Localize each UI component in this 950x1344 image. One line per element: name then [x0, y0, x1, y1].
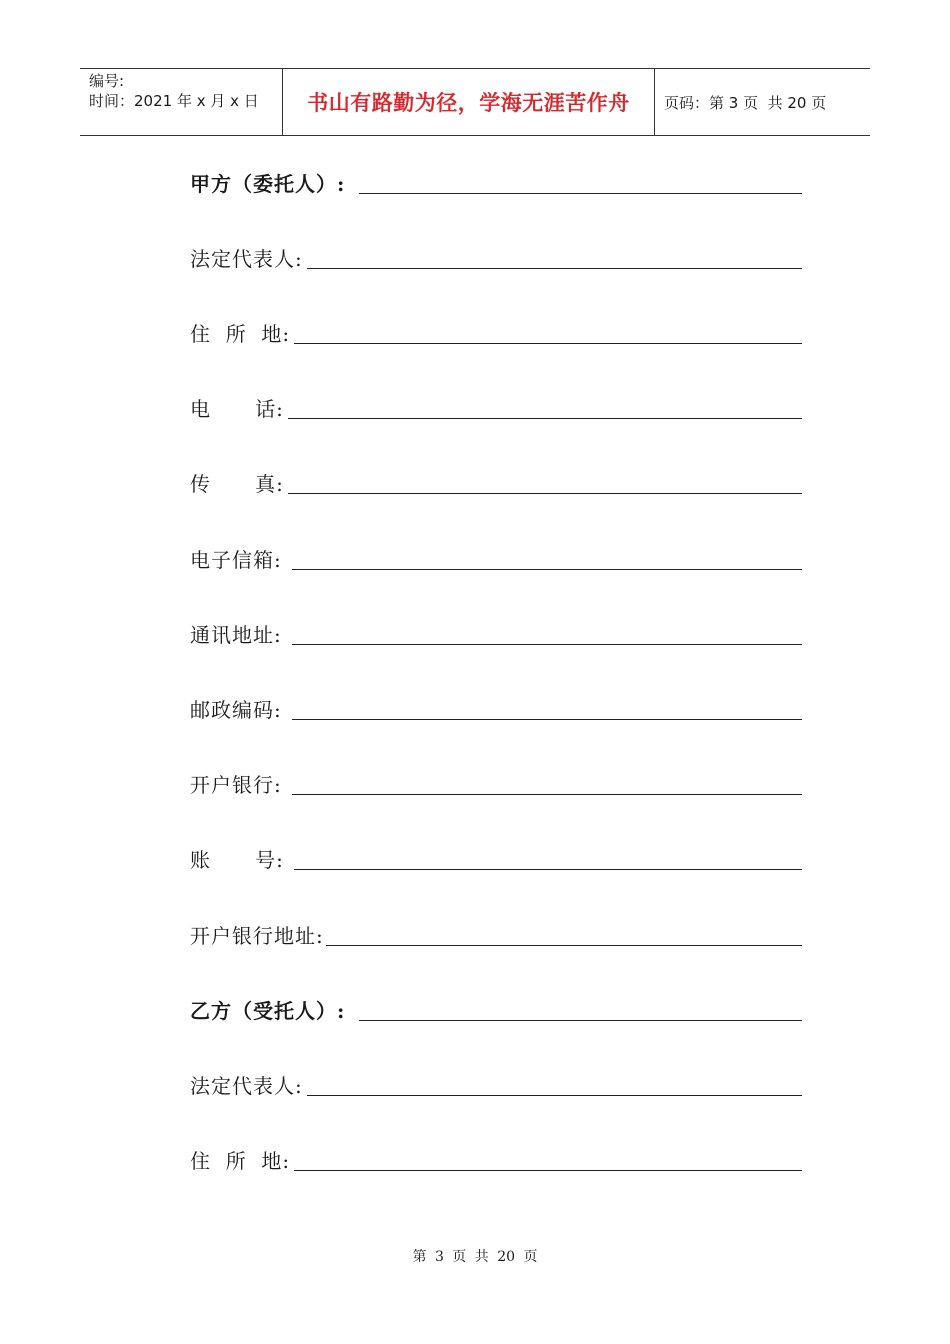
party-a-title: 甲方（委托人）: [190, 172, 346, 196]
field-label-domicile: 住 所 地: [190, 322, 291, 346]
page-footer: 第 3 页 共 20 页 [412, 1249, 538, 1265]
party-b-title: 乙方（受托人）: [190, 999, 346, 1023]
party-b-title-row [190, 993, 802, 1023]
header-page-info: 页码：第 3 页 共 20 页 [664, 93, 827, 112]
document-time-label: 时间：2021 年 x 月 x 日 [89, 92, 259, 110]
field-label-email: 电子信箱: [190, 548, 282, 572]
header-page-info-cell [655, 69, 870, 135]
party-b-field-row [190, 1068, 802, 1098]
field-blank-mailing-address[interactable] [292, 644, 802, 645]
party-a-title-row [190, 166, 802, 196]
field-label-legal-representative: 法定代表人: [190, 1074, 303, 1098]
field-blank-bank-address[interactable] [326, 945, 802, 946]
party-a-field-row [190, 617, 802, 647]
field-label-fax: 传 真: [190, 472, 284, 496]
field-blank-domicile[interactable] [294, 343, 802, 344]
field-blank-legal-representative[interactable] [307, 268, 802, 269]
field-label-bank-address: 开户银行地址: [190, 924, 324, 948]
party-a-field-row [190, 466, 802, 496]
field-label-account: 账 号: [190, 848, 284, 872]
field-blank-phone[interactable] [288, 418, 802, 419]
field-label-domicile: 住 所 地: [190, 1149, 291, 1173]
field-blank-fax[interactable] [288, 493, 802, 494]
field-blank-legal-representative[interactable] [307, 1095, 802, 1096]
party-a-name-blank[interactable] [359, 193, 802, 194]
field-blank-postal-code[interactable] [292, 719, 802, 720]
party-a-field-row [190, 241, 802, 271]
party-a-field-row [190, 316, 802, 346]
party-b-name-blank[interactable] [359, 1020, 802, 1021]
party-a-field-row [190, 391, 802, 421]
field-blank-domicile[interactable] [294, 1170, 802, 1171]
party-b-field-row [190, 1143, 802, 1173]
field-label-mailing-address: 通讯地址: [190, 623, 282, 647]
field-blank-account[interactable] [294, 869, 802, 870]
header-meta [80, 69, 282, 135]
party-a-field-row [190, 842, 802, 872]
field-blank-email[interactable] [292, 569, 802, 570]
field-label-legal-representative: 法定代表人: [190, 247, 303, 271]
page-header [80, 68, 870, 136]
party-a-field-row [190, 542, 802, 572]
party-a-field-row [190, 918, 802, 948]
header-motto: 书山有路勤为径，学海无涯苦作舟 [307, 91, 630, 115]
field-blank-bank[interactable] [292, 794, 802, 795]
party-a-field-row [190, 692, 802, 722]
field-label-bank: 开户银行: [190, 773, 282, 797]
header-motto-cell [282, 69, 655, 135]
document-number-label: 编号: [89, 72, 125, 90]
field-label-phone: 电 话: [190, 397, 284, 421]
party-a-field-row [190, 767, 802, 797]
field-label-postal-code: 邮政编码: [190, 698, 282, 722]
